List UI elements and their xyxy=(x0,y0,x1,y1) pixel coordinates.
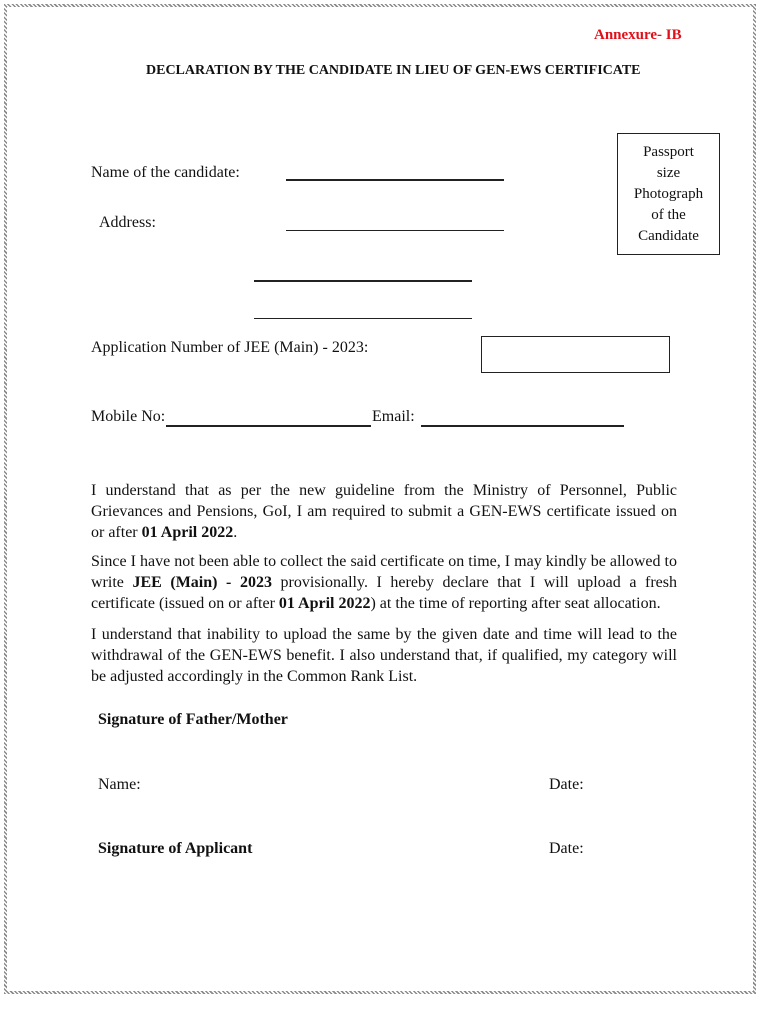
email-field[interactable] xyxy=(421,425,624,427)
mobile-label: Mobile No: xyxy=(91,408,166,425)
passport-photo-box: Passport size Photograph of the Candidate xyxy=(617,133,720,255)
document-title: DECLARATION BY THE CANDIDATE IN LIEU OF GEN-EWS CERTIFICATE xyxy=(146,63,641,78)
applicant-signature-label: Signature of Applicant xyxy=(98,840,253,857)
email-label: Email: xyxy=(372,408,415,425)
declaration-paragraph-1: I understand that as per the new guideline from the Ministry of Personnel, Public Grievances and Pensions, GoI, I am required to submit a GEN-EWS certificate issued on or after 01 April 2022. xyxy=(91,482,677,541)
mobile-field[interactable] xyxy=(166,425,371,427)
name-label: Name of the candidate: xyxy=(91,164,240,181)
address-field-line-3[interactable] xyxy=(254,318,472,319)
application-number-label: Application Number of JEE (Main) - 2023: xyxy=(91,339,369,356)
name-field[interactable] xyxy=(286,179,504,181)
application-number-field[interactable] xyxy=(481,336,670,373)
declaration-paragraph-3: I understand that inability to upload the same by the given date and time will lead to the withdrawal of the GEN-EWS benefit. I also understand that, if qualified, my category will be adjusted accordingly in the Common Rank List. xyxy=(91,626,677,685)
parent-date-label: Date: xyxy=(549,776,584,793)
address-field-line-1[interactable] xyxy=(286,230,504,231)
applicant-date-label: Date: xyxy=(549,840,584,857)
address-label: Address: xyxy=(99,214,156,231)
declaration-paragraph-2: Since I have not been able to collect the said certificate on time, I may kindly be allowed to write JEE (Main) - 2023 provisionally. I hereby declare that I will upload a fresh certificate (issued on or after 01 April 2022) at the time of reporting after seat allocation. xyxy=(91,553,678,612)
parent-name-label: Name: xyxy=(98,776,141,793)
annexure-label: Annexure- IB xyxy=(594,27,682,43)
address-field-line-2[interactable] xyxy=(254,280,472,282)
parent-signature-label: Signature of Father/Mother xyxy=(98,711,288,728)
